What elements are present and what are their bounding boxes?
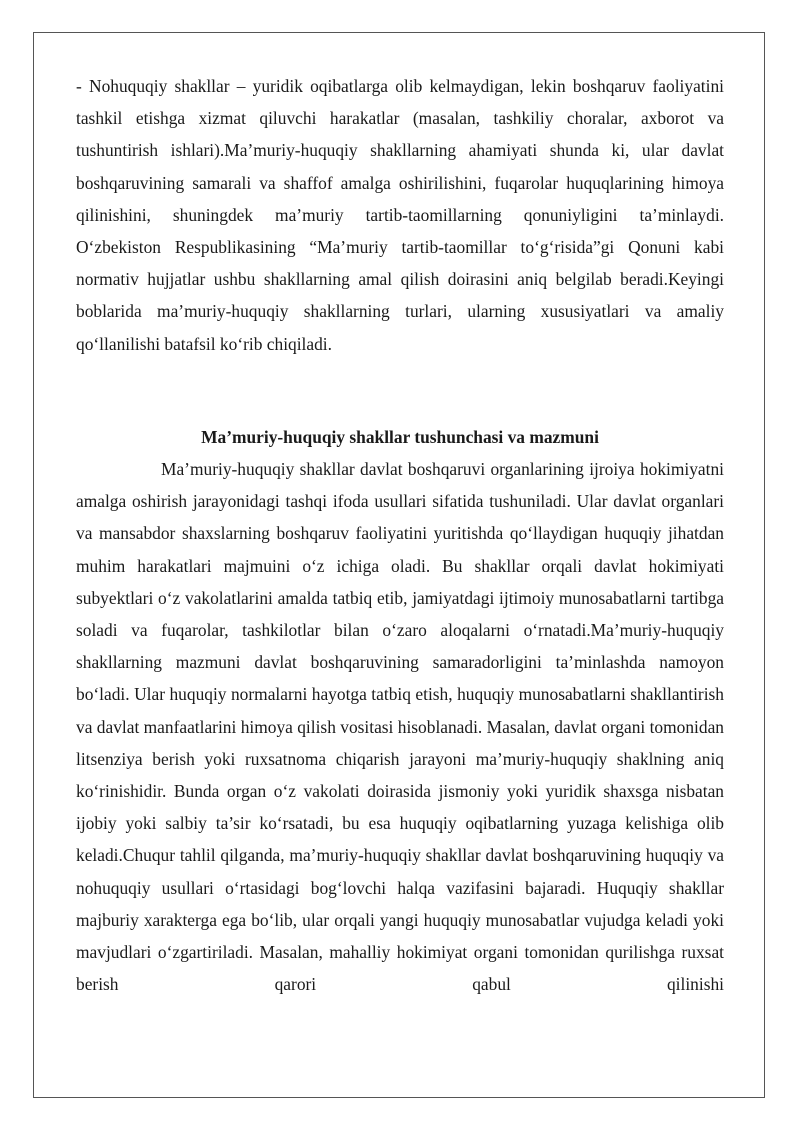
section-heading: Ma’muriy-huquqiy shakllar tushunchasi va mazmuni: [201, 426, 599, 447]
section-spacer: [76, 360, 724, 421]
intro-paragraph: - Nohuquqiy shakllar – yuridik oqibatlarga olib kelmaydigan, lekin boshqaruv faoliyatini tashkil etishga xizmat qiluvchi harakatlar (masalan, tashkiliy choralar, axborot va tushuntirish ishlari).Ma’muriy-huquqiy shakllarning ahamiyati shunda ki, ular davlat boshqaruvining samarali va shaffof amalga oshirilishini, fuqarolar huquqlarining himoya qilinishini, shuningdek ma’muriy tartib-taomillarning qonuniyligini ta’minlaydi. O‘zbekiston Respublikasining “Ma’muriy tartib-taomillar to‘g‘risida”gi Qonuni kabi normativ hujjatlar ushbu shakllarning amal qilish doirasini aniq belgilab beradi.Keyingi boblarida ma’muriy-huquqiy shakllarning turlari, ularning xususiyatlari va amaliy qo‘llanilishi batafsil ko‘rib chiqiladi.: [76, 76, 724, 354]
section-paragraph: Ma’muriy-huquqiy shakllar davlat boshqaruvi organlarining ijroiya hokimiyatni amalga oshirish jarayonidagi tashqi ifoda usullari sifatida tushuniladi. Ular davlat organlari va mansabdor shaxslarning boshqaruv faoliyatini yuritishda qo‘llaydigan huquqiy jihatdan muhim harakatlari majmuini o‘z ichiga oladi. Bu shakllar orqali davlat hokimiyati subyektlari o‘z vakolatlarini amalda tatbiq etib, jamiyatdagi ijtimoiy munosabatlarni tartibga soladi va fuqarolar, tashkilotlar bilan o‘zaro aloqalarni o‘rnatadi.Ma’muriy-huquqiy shakllarning mazmuni davlat boshqaruvining samaradorligini ta’minlashda namoyon bo‘ladi. Ular huquqiy normalarni hayotga tatbiq etish, huquqiy munosabatlarni shakllantirish va davlat manfaatlarini himoya qilish vositasi hisoblanadi. Masalan, davlat organi tomonidan litsenziya berish yoki ruxsatnoma chiqarish jarayoni ma’muriy-huquqiy shaklning aniq ko‘rinishidir. Bunda organ o‘z vakolati doirasida jismoniy yoki yuridik shaxsga nisbatan ijobiy yoki salbiy ta’sir ko‘rsatadi, bu esa huquqiy oqibatlarning yuzaga kelishiga olib keladi.Chuqur tahlil qilganda, ma’muriy-huquqiy shakllar davlat boshqaruvining huquqiy va nohuquqiy usullari o‘rtasidagi bog‘lovchi halqa vazifasini bajaradi. Huquqiy shakllar majburiy xarakterga ega bo‘lib, ular orqali yangi huquqiy munosabatlar vujudga keladi yoki mavjudlari o‘zgartiriladi. Masalan, mahalliy hokimiyat organi tomonidan qurilishga ruxsat berish qarori qabul qilinishi: [76, 459, 724, 995]
document-body: [76, 70, 724, 1000]
